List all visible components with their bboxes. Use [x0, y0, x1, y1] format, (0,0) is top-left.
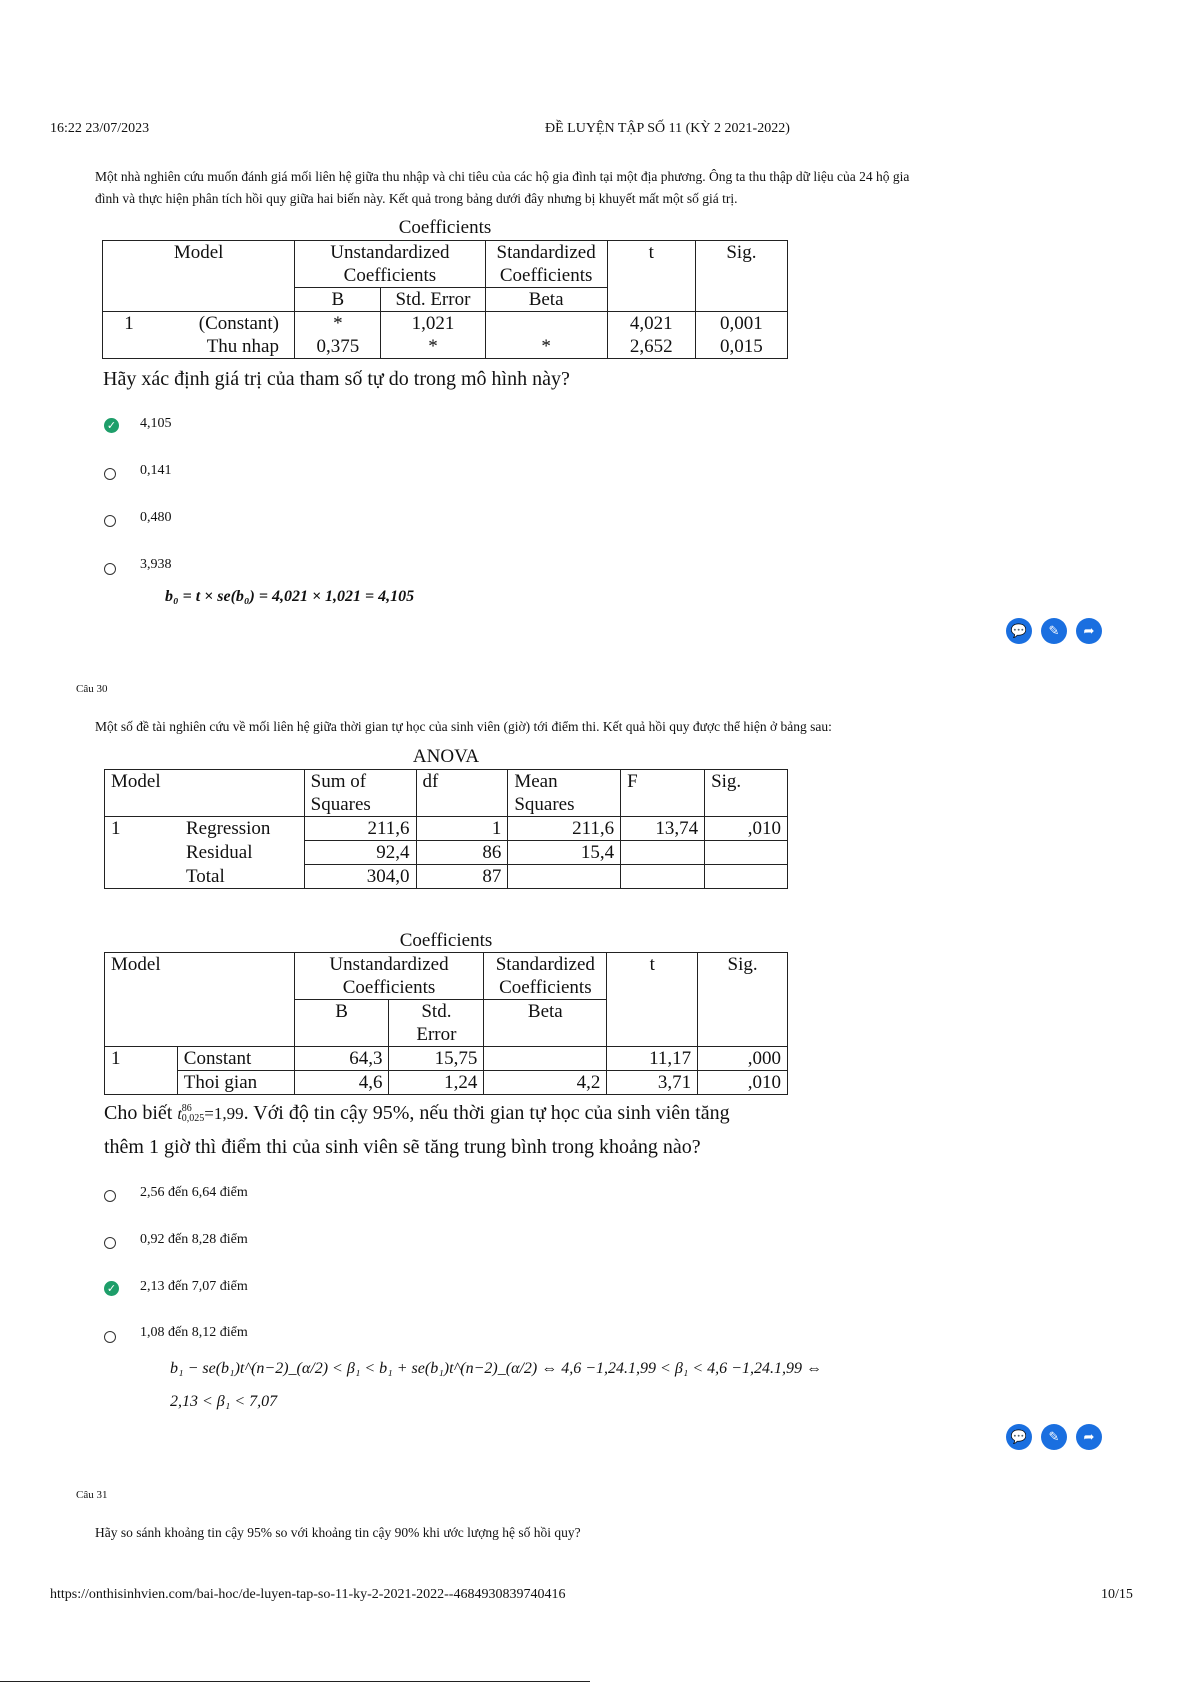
- cell-sig: [705, 841, 788, 865]
- q30-label: Câu 30: [76, 683, 108, 695]
- cell-beta: *: [485, 335, 607, 359]
- cell-beta: [484, 1047, 607, 1071]
- cell-sig: ,010: [698, 1071, 788, 1095]
- radio-icon: [104, 468, 116, 480]
- table-row: [103, 312, 788, 336]
- footer-url[interactable]: https://onthisinhvien.com/bai-hoc/de-luyen-tap-so-11-ky-2-2021-2022--4684930839740416: [50, 1587, 566, 1602]
- table-row: Residual 92,4 86 15,4: [105, 841, 788, 865]
- th-unstandardized: Unstandardized Coefficients: [294, 953, 484, 1000]
- cell-df: 1: [416, 817, 508, 841]
- q29-coefficients-table: [102, 240, 788, 359]
- cell-beta: [485, 312, 607, 336]
- th-std-error: Std. Error: [389, 1000, 484, 1047]
- table-row: [105, 1047, 788, 1071]
- document-title: ĐỀ LUYỆN TẬP SỐ 11 (KỲ 2 2021-2022): [545, 121, 790, 136]
- th-std-error: Std. Error: [381, 288, 485, 312]
- row-name: (Constant): [198, 313, 279, 334]
- cell-f: 13,74: [621, 817, 705, 841]
- q29-question: Hãy xác định giá trị của tham số tự do trong mô hình này?: [103, 368, 570, 390]
- q29-option-2[interactable]: [104, 468, 116, 480]
- q30-option-3[interactable]: [104, 1281, 119, 1296]
- cell-t: 11,17: [607, 1047, 698, 1071]
- option-label: 0,141: [140, 463, 172, 478]
- cell-se: 1,24: [389, 1071, 484, 1095]
- th-b: B: [295, 288, 381, 312]
- cell-df: 86: [416, 841, 508, 865]
- correct-check-icon: ✓: [104, 418, 119, 433]
- q30-option-2[interactable]: [104, 1237, 116, 1249]
- q29-actions: [1006, 618, 1102, 644]
- cell-f: [621, 865, 705, 889]
- q30-question-line2: thêm 1 giờ thì điểm thi của sinh viên sẽ tăng trung bình trong khoảng nào?: [104, 1136, 701, 1158]
- th-sig: Sig.: [695, 241, 787, 312]
- cell-ms: [508, 865, 621, 889]
- th-t: t: [607, 953, 698, 1047]
- comment-icon[interactable]: 💬: [1006, 618, 1032, 644]
- th-beta: Beta: [485, 288, 607, 312]
- q29-intro-line2: đình và thực hiện phân tích hồi quy giữa hai biến này. Kết quả trong bảng dưới đây nhưng bị khuyết mất một số giá trị.: [95, 191, 738, 206]
- q30-option-1[interactable]: [104, 1190, 116, 1202]
- cell-ms: 15,4: [508, 841, 621, 865]
- cell-sig: ,010: [705, 817, 788, 841]
- q30-question: Cho biết t 86 0,025 =1,99. Với độ tin cậy 95%, nếu thời gian tự học của sinh viên tăng thêm 1 giờ thì điểm thi của sinh viên sẽ tăng trung bình trong khoảng nào?: [104, 1097, 864, 1164]
- row-name: Thu nhap: [206, 336, 279, 357]
- q29-intro-line1: Một nhà nghiên cứu muốn đánh giá mối liên hệ giữa thu nhập và chi tiêu của các hộ gia đình tại một địa phương. Ông ta thu thập dữ liệu của 24 hộ gia: [95, 169, 910, 184]
- option-label: 3,938: [140, 557, 172, 572]
- th-standardized: Standardized Coefficients: [485, 241, 607, 288]
- option-label: 0,480: [140, 510, 172, 525]
- q31-label: Câu 31: [76, 1489, 108, 1501]
- cell-ss: 304,0: [304, 865, 416, 889]
- q30-solution-line1: b₁ − se(b₁)t^(n−2)_(α/2) < β₁ < b₁ + se(b₁)t^(n−2)_(α/2) ⇔ 4,6 −1,24.1,99 < β₁ < 4,6 −1,24.1,99 ⇔: [170, 1360, 822, 1377]
- q29-intro: [95, 166, 1015, 210]
- radio-icon: [104, 1237, 116, 1249]
- th-b: B: [294, 1000, 389, 1047]
- model-number: 1: [124, 313, 134, 334]
- cell-sig: 0,015: [695, 335, 787, 359]
- th-t: t: [607, 241, 695, 312]
- comment-icon[interactable]: 💬: [1006, 1424, 1032, 1450]
- th-model: Model: [103, 241, 295, 312]
- table-row: Total 304,0 87: [105, 865, 788, 889]
- radio-icon: [104, 1331, 116, 1343]
- q29-option-1[interactable]: [104, 418, 119, 433]
- table-row: [105, 1071, 788, 1095]
- q30-intro: Một số đề tài nghiên cứu về mối liên hệ giữa thời gian tự học của sinh viên (giờ) tới điểm thi. Kết quả hồi quy được thể hiện ở bảng sau:: [95, 719, 832, 734]
- q30-option-4[interactable]: [104, 1331, 116, 1343]
- q29-option-4[interactable]: [104, 563, 116, 575]
- q30-coef-title: Coefficients: [399, 930, 493, 951]
- print-datetime: 16:22 23/07/2023: [50, 121, 150, 136]
- option-label: 1,08 đến 8,12 điểm: [140, 1325, 248, 1340]
- radio-icon: [104, 515, 116, 527]
- th-f: F: [621, 770, 705, 817]
- page-divider: [0, 1681, 590, 1682]
- cell-sig: [705, 865, 788, 889]
- cell-t: 3,71: [607, 1071, 698, 1095]
- th-model: Model: [105, 770, 305, 817]
- q30-actions: [1006, 1424, 1102, 1450]
- cell-se: *: [381, 335, 485, 359]
- option-label: 0,92 đến 8,28 điểm: [140, 1232, 248, 1247]
- cell-b: 0,375: [295, 335, 381, 359]
- th-df: df: [416, 770, 508, 817]
- th-sig: Sig.: [705, 770, 788, 817]
- th-standardized: Standardized Coefficients: [484, 953, 607, 1000]
- share-icon[interactable]: ➦: [1076, 1424, 1102, 1450]
- table-row: 1 Regression 211,6 1 211,6 13,74 ,010: [105, 817, 788, 841]
- q29-option-3[interactable]: [104, 515, 116, 527]
- row-name: Thoi gian: [177, 1071, 294, 1095]
- option-label: 2,13 đến 7,07 điểm: [140, 1279, 248, 1294]
- th-sum-squares: Sum of Squares: [304, 770, 416, 817]
- cell-b: 4,6: [294, 1071, 389, 1095]
- cell-ss: 211,6: [304, 817, 416, 841]
- cell-sig: 0,001: [695, 312, 787, 336]
- cell-f: [621, 841, 705, 865]
- q31-question: Hãy so sánh khoảng tin cậy 95% so với khoảng tin cậy 90% khi ước lượng hệ số hồi quy?: [95, 1525, 581, 1540]
- model-number: 1: [105, 1047, 178, 1095]
- correct-check-icon: ✓: [104, 1281, 119, 1296]
- radio-icon: [104, 1190, 116, 1202]
- cell-b: *: [295, 312, 381, 336]
- row-name: Constant: [177, 1047, 294, 1071]
- option-label: 4,105: [140, 416, 172, 431]
- th-unstandardized: Unstandardized Coefficients: [295, 241, 485, 288]
- cell-df: 87: [416, 865, 508, 889]
- cell-t: 4,021: [607, 312, 695, 336]
- share-icon[interactable]: ➦: [1076, 618, 1102, 644]
- cell-ss: 92,4: [304, 841, 416, 865]
- q29-table-title: Coefficients: [398, 217, 492, 238]
- th-model: Model: [105, 953, 295, 1047]
- cell-ms: 211,6: [508, 817, 621, 841]
- cell-sig: ,000: [698, 1047, 788, 1071]
- q30-coefficients-table: [104, 952, 788, 1095]
- cell-b: 64,3: [294, 1047, 389, 1071]
- anova-table: [104, 769, 788, 889]
- cell-se: 15,75: [389, 1047, 484, 1071]
- th-beta: Beta: [484, 1000, 607, 1047]
- page-number: 10/15: [1101, 1587, 1133, 1602]
- cell-se: 1,021: [381, 312, 485, 336]
- option-label: 2,56 đến 6,64 điểm: [140, 1185, 248, 1200]
- table-row: [103, 335, 788, 359]
- note-icon[interactable]: ✎: [1041, 1424, 1067, 1450]
- q30-solution-line2: 2,13 < β₁ < 7,07: [170, 1393, 278, 1410]
- th-sig: Sig.: [698, 953, 788, 1047]
- q29-solution: b₀ = t × se(b₀) = 4,021 × 1,021 = 4,105: [165, 588, 415, 605]
- anova-title: ANOVA: [412, 746, 480, 767]
- th-mean-squares: Mean Squares: [508, 770, 621, 817]
- cell-beta: 4,2: [484, 1071, 607, 1095]
- cell-t: 2,652: [607, 335, 695, 359]
- note-icon[interactable]: ✎: [1041, 618, 1067, 644]
- radio-icon: [104, 563, 116, 575]
